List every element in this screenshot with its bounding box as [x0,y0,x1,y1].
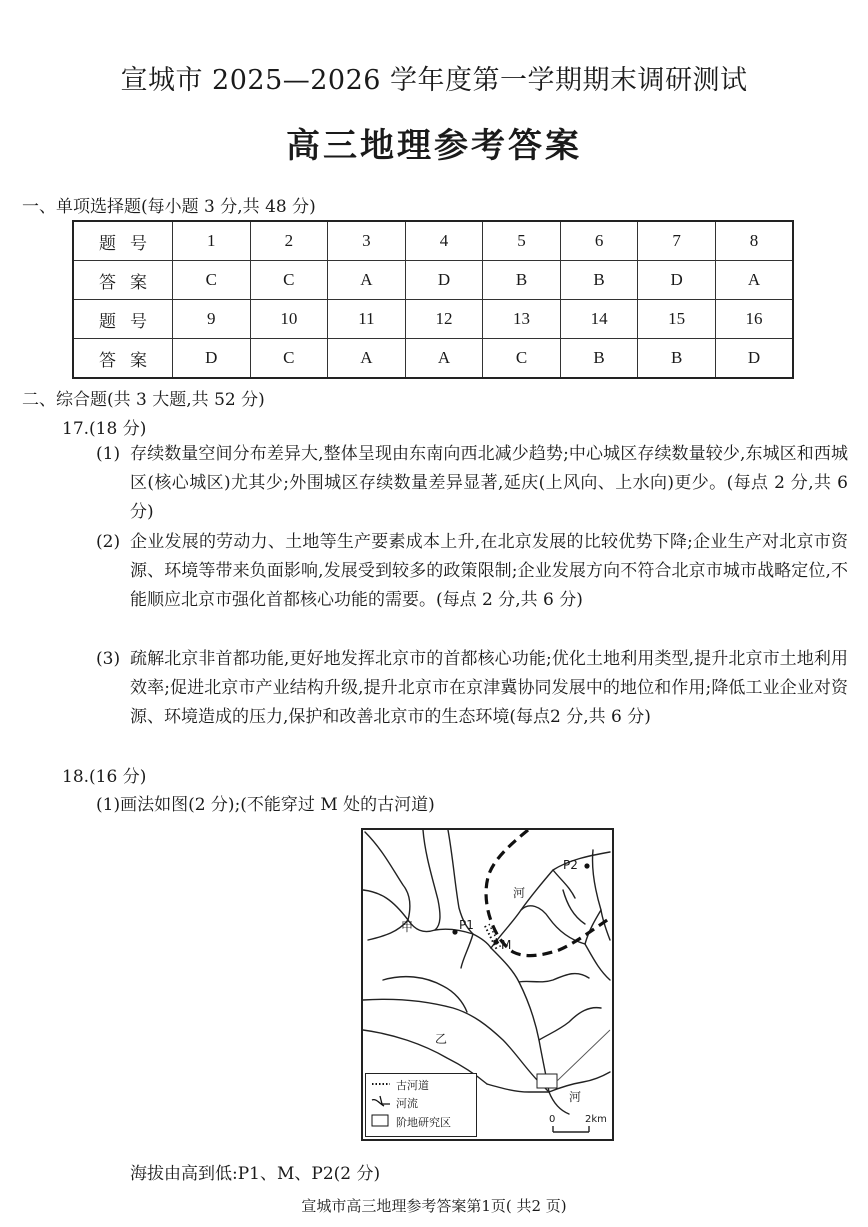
answer-cell: D [715,339,793,379]
question-number: 5 [483,221,561,261]
scale-zero: 0 [549,1114,556,1125]
p1-point [452,929,457,934]
answer-cell: C [173,261,251,300]
q18-altitude-answer: 海拔由高到低:P1、M、P2(2 分) [130,1164,381,1184]
part-text: 疏解北京非首都功能,更好地发挥北京市的首都核心功能;优化土地利用类型,提升北京市土地利用效率;促进北京市产业结构升级,提升北京市在京津冀协同发展中的地位和作用;降低工业企业对资源、环境造成的压力,保护和改善北京市的生态环境(每点2 分,共 6 分) [130,649,848,727]
question-number: 16 [715,300,793,339]
legend-river: 河流 [396,1097,418,1110]
terrace-map [361,828,614,1141]
answer-cell: A [715,261,793,300]
label-river-bottom: 河 [569,1090,582,1104]
answer-cell: A [405,339,483,379]
question-number: 1 [173,221,251,261]
part-text: 存续数量空间分布差异大,整体呈现由东南向西北减少趋势;中心城区存续数量较少,东城区和西城区(核心城区)尤其少;外围城区存续数量差异显著,延庆(上风向、上水向)更少。(每点 2 分,共 6 分) [130,444,848,522]
label-p1: P1 [459,918,474,932]
answer-cell: D [638,261,716,300]
question-number: 9 [173,300,251,339]
part-lead: (1) [96,444,121,464]
legend-ancient-channel: 古河道 [396,1079,429,1092]
question-number: 10 [250,300,328,339]
answer-cell: B [638,339,716,379]
legend-study-area: 阶地研究区 [396,1116,451,1129]
label-p2: P2 [563,858,578,872]
row-label-question: 题号 [73,221,173,261]
question-number: 14 [560,300,638,339]
table-row-question-numbers [73,300,793,339]
question-number: 11 [328,300,406,339]
label-river-top: 河 [513,886,526,900]
q17-part1 [96,440,848,527]
scale-distance: 2km [585,1114,607,1125]
part-lead: (3) [96,649,121,669]
question-number: 6 [560,221,638,261]
map-legend [365,1073,477,1137]
question-number: 4 [405,221,483,261]
question-number: 7 [638,221,716,261]
exam-title: 宣城市 2025—2026 学年度第一学期期末调研测试 [120,65,748,96]
row-label-question: 题号 [73,300,173,339]
row-label-answer: 答案 [73,339,173,379]
q18-label: 18.(16 分) [62,767,147,787]
section2-heading: 二、综合题(共 3 大题,共 52 分) [22,390,265,410]
question-number: 13 [483,300,561,339]
question-number: 12 [405,300,483,339]
answer-cell: C [483,339,561,379]
part-text: 企业发展的劳动力、土地等生产要素成本上升,在北京发展的比较优势下降;企业生产对北京市资源、环境等带来负面影响,发展受到较多的政策限制;企业发展方向不符合北京市城市战略定位,不能顺应北京市强化首都核心功能的需要。(每点 2 分,共 6 分) [130,532,848,610]
label-yi: 乙 [435,1032,448,1046]
scale-bar [553,1126,589,1132]
answer-cell: A [328,261,406,300]
answer-cell: C [250,339,328,379]
q18-part1: (1)画法如图(2 分);(不能穿过 M 处的古河道) [96,795,435,815]
answer-cell: B [560,261,638,300]
page-footer: 宣城市高三地理参考答案第1页( 共2 页) [301,1197,567,1215]
table-row-answers [73,339,793,379]
q17-part2 [96,528,848,615]
question-number: 8 [715,221,793,261]
table-row-answers [73,261,793,300]
question-number: 2 [250,221,328,261]
section1-heading: 一、单项选择题(每小题 3 分,共 48 分) [22,197,316,217]
answer-cell: D [405,261,483,300]
terrace-study-area [537,1074,557,1088]
answer-cell: A [328,339,406,379]
label-jia: 甲 [401,920,414,934]
answer-cell: B [483,261,561,300]
answer-cell: B [560,339,638,379]
question-number: 15 [638,300,716,339]
q17-part3 [96,645,848,732]
q17-label: 17.(18 分) [62,419,147,439]
table-row-question-numbers [73,221,793,261]
answer-route-line [486,830,610,956]
answer-table [72,220,794,379]
row-label-answer: 答案 [73,261,173,300]
label-m: M [501,938,512,952]
part-lead: (2) [96,532,121,552]
answer-cell: D [173,339,251,379]
answer-title: 高三地理参考答案 [286,126,582,166]
answer-cell: C [250,261,328,300]
p2-point [584,863,589,868]
m-point [493,939,498,944]
question-number: 3 [328,221,406,261]
